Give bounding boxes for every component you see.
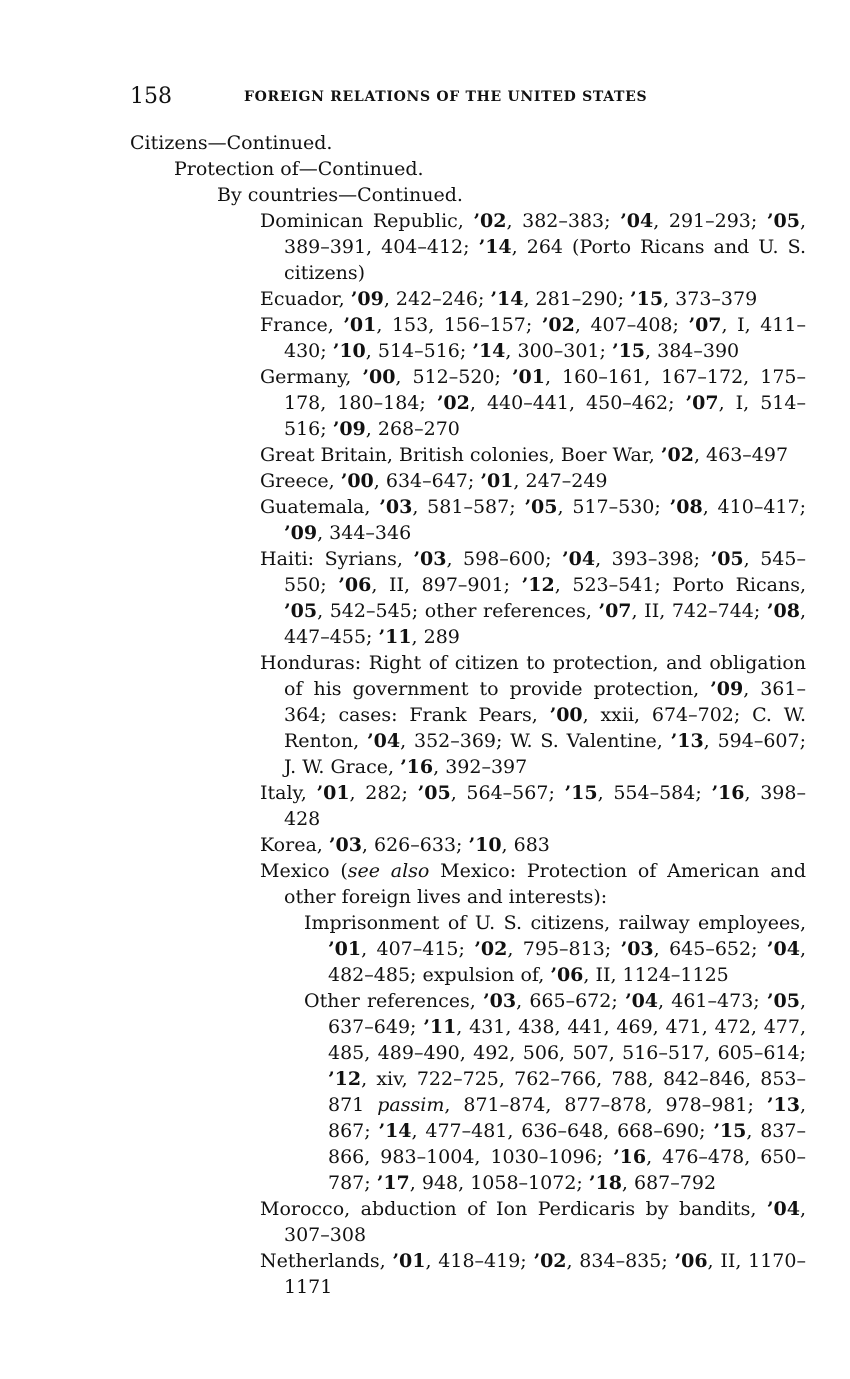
entry-text: , 598–600; [446, 548, 562, 570]
year-ref: ’03 [413, 548, 447, 570]
entry-text: , 418–419; [425, 1250, 534, 1272]
entry-text: , 948, 1058–1072; [409, 1172, 589, 1194]
entry-text: Mexico: Protection of American and other foreign lives and interests): [284, 860, 806, 908]
entry-text: , 431, 438, 441, 469, 471, 472, 477, 485, 489–490, 492, 506, 507, 516–517, 605–614; [328, 1016, 806, 1064]
entry-text: , 683 [501, 834, 550, 856]
year-ref: ’13 [670, 730, 704, 752]
entry-text: , 871–874, 877–878, 978–981; [444, 1094, 767, 1116]
entry-text: , 477–481, 636–648, 668–690; [411, 1120, 714, 1142]
year-ref: ’06 [550, 964, 584, 986]
entry-text: , 554–584; [597, 782, 712, 804]
year-ref: ’15 [630, 288, 664, 310]
entry-text: , 281–290; [523, 288, 631, 310]
entry-text: , II, 897–901; [371, 574, 522, 596]
year-ref: ’06 [674, 1250, 708, 1272]
year-ref: ’02 [541, 314, 575, 336]
entry-text: Imprisonment of U. S. citizens, railway employees, [304, 912, 806, 934]
running-title: FOREIGN RELATIONS OF THE UNITED STATES [244, 89, 648, 105]
entry-text: Citizens—Continued. [130, 132, 333, 154]
entry-text: , 153, 156–157; [376, 314, 542, 336]
year-ref: ’08 [766, 600, 800, 622]
year-ref: ’02 [436, 392, 470, 414]
entry-text: , xiv, 722–725, 762–766, 788, 842–846, 853–871 [328, 1068, 806, 1116]
year-ref: ’03 [620, 938, 654, 960]
entry-text: , I, 411–430; [284, 314, 806, 362]
index-entry [304, 910, 806, 988]
entry-text: , xxii, 674–702; C. W. Renton, [284, 704, 806, 752]
year-ref: ’11 [378, 626, 412, 648]
page-number: 158 [130, 84, 172, 109]
entry-text: Germany, [260, 366, 363, 388]
year-ref: ’15 [564, 782, 598, 804]
year-ref: ’09 [284, 522, 318, 544]
index-entry [260, 468, 806, 494]
index-entry [260, 1248, 806, 1300]
entry-text: , 440–441, 450–462; [469, 392, 686, 414]
year-ref: ’12 [328, 1068, 362, 1090]
year-ref: ’09 [710, 678, 744, 700]
year-ref: ’00 [340, 470, 374, 492]
entry-text: , 352–369; W. S. Valentine, [400, 730, 671, 752]
entry-text: , 834–835; [566, 1250, 675, 1272]
entry-text: , 482–485; expulsion of, [328, 938, 806, 986]
entry-text: , 373–379 [663, 288, 758, 310]
entry-text: , 645–652; [653, 938, 767, 960]
year-ref: ’02 [660, 444, 694, 466]
entry-text: , 407–408; [574, 314, 689, 336]
entry-text: , 514–516; [365, 340, 473, 362]
entry-text: , 542–545; other references, [317, 600, 599, 622]
page-header [130, 84, 810, 114]
entry-text: , 389–391, 404–412; [284, 210, 806, 258]
index-entry [304, 988, 806, 1196]
entry-text: , 461–473; [658, 990, 767, 1012]
entry-text: , 384–390 [645, 340, 740, 362]
year-ref: ’13 [766, 1094, 800, 1116]
year-ref: ’01 [316, 782, 350, 804]
year-ref: ’03 [483, 990, 517, 1012]
index-entry [217, 182, 806, 208]
year-ref: ’15 [611, 340, 646, 362]
index-entry [130, 130, 806, 156]
year-ref: ’04 [766, 938, 800, 960]
entry-text: Greece, [260, 470, 341, 492]
index-entry [260, 780, 806, 832]
entry-text: , 300–301; [505, 340, 612, 362]
entry-text: , 264 (Porto Ricans and U. S. citizens) [284, 236, 806, 284]
year-ref: ’14 [472, 340, 506, 362]
entry-text: Morocco, abduction of Ion Perdicaris by bandits, [260, 1198, 767, 1220]
year-ref: ’01 [328, 938, 362, 960]
year-ref: ’14 [490, 288, 524, 310]
index-entry [260, 650, 806, 780]
year-ref: ’15 [713, 1120, 747, 1142]
index-entry [260, 832, 806, 858]
index-entry [260, 364, 806, 442]
year-ref: ’07 [685, 392, 719, 414]
year-ref: ’12 [521, 574, 555, 596]
year-ref: ’01 [343, 314, 377, 336]
year-ref: ’14 [378, 1120, 412, 1142]
entry-text: , II, 742–744; [631, 600, 767, 622]
entry-text: , 282; [349, 782, 418, 804]
year-ref: ’01 [511, 366, 545, 388]
year-ref: ’05 [524, 496, 558, 518]
year-ref: ’01 [480, 470, 514, 492]
entry-text: , 268–270 [365, 418, 460, 440]
year-ref: ’02 [473, 210, 507, 232]
year-ref: ’04 [766, 1198, 800, 1220]
entry-text: , 795–813; [507, 938, 621, 960]
index-entry [174, 156, 806, 182]
year-ref: ’01 [392, 1250, 426, 1272]
year-ref: ’02 [533, 1250, 567, 1272]
entry-text: Mexico ( [260, 860, 348, 882]
index-entry [260, 546, 806, 650]
italic-text: see also [347, 860, 430, 882]
entry-text: Netherlands, [260, 1250, 393, 1272]
year-ref: ’07 [598, 600, 632, 622]
entry-text: Haiti: Syrians, [260, 548, 414, 570]
entry-text: , 289 [411, 626, 460, 648]
year-ref: ’05 [710, 548, 744, 570]
year-ref: ’00 [549, 704, 583, 726]
entry-text: , 160–161, 167–172, 175–178, 180–184; [284, 366, 806, 414]
index-entry [260, 286, 806, 312]
entry-text: Protection of—Continued. [174, 158, 424, 180]
entry-text: , 410–417; [702, 496, 806, 518]
year-ref: ’04 [620, 210, 654, 232]
entry-text: , 867; [328, 1094, 806, 1142]
year-ref: ’16 [613, 1146, 647, 1168]
year-ref: ’18 [588, 1172, 622, 1194]
entry-text: Italy, [260, 782, 317, 804]
year-ref: ’02 [474, 938, 508, 960]
entry-text: Guatemala, [260, 496, 380, 518]
entry-text: , II, 1170–1171 [284, 1250, 806, 1298]
entry-text: , 463–497 [693, 444, 789, 466]
entry-text: , 665–672; [516, 990, 625, 1012]
entry-text: , 247–249 [513, 470, 608, 492]
entry-text: , 398–428 [284, 782, 806, 830]
year-ref: ’16 [711, 782, 745, 804]
year-ref: ’04 [562, 548, 596, 570]
year-ref: ’10 [332, 340, 366, 362]
entry-text: , 523–541; Porto Ricans, [554, 574, 806, 596]
entry-text: Dominican Republic, [260, 210, 474, 232]
italic-text: passim [377, 1094, 445, 1116]
entry-text: , 382–383; [506, 210, 621, 232]
entry-text: Other references, [304, 990, 484, 1012]
year-ref: ’04 [624, 990, 659, 1012]
entry-text: , 242–246; [383, 288, 491, 310]
index-entries [130, 130, 806, 1300]
year-ref: ’17 [376, 1172, 410, 1194]
entry-text: Great Britain, British colonies, Boer War, [260, 444, 661, 466]
entry-text: , 361–364; cases: Frank Pears, [284, 678, 806, 726]
entry-text: , 687–792 [621, 1172, 717, 1194]
index-entry [260, 1196, 806, 1248]
year-ref: ’11 [423, 1016, 457, 1038]
index-entry [260, 208, 806, 286]
year-ref: ’16 [400, 756, 434, 778]
year-ref: ’14 [478, 236, 512, 258]
entry-text: , II, 1124–1125 [583, 964, 729, 986]
entry-text: , 307–308 [284, 1198, 806, 1246]
entry-text: , 512–520; [395, 366, 512, 388]
entry-text: By countries—Continued. [217, 184, 463, 206]
index-entry [260, 442, 806, 468]
year-ref: ’03 [379, 496, 413, 518]
entry-text: , 447–455; [284, 600, 807, 648]
entry-text: Ecuador, [260, 288, 351, 310]
year-ref: ’09 [332, 418, 366, 440]
entry-text: , 594–607; J. W. Grace, [284, 730, 807, 778]
year-ref: ’00 [362, 366, 396, 388]
year-ref: ’09 [350, 288, 384, 310]
entry-text: , 407–415; [361, 938, 475, 960]
year-ref: ’05 [284, 600, 318, 622]
year-ref: ’05 [417, 782, 451, 804]
entry-text: , 476–478, 650–787; [328, 1146, 806, 1194]
entry-text: , 564–567; [450, 782, 565, 804]
index-entry [260, 312, 806, 364]
year-ref: ’08 [669, 496, 703, 518]
entry-text: , 291–293; [653, 210, 767, 232]
entry-text: , 581–587; [412, 496, 525, 518]
entry-text: , 392–397 [433, 756, 528, 778]
year-ref: ’03 [328, 834, 362, 856]
entry-text: , I, 514–516; [284, 392, 806, 440]
entry-text: France, [260, 314, 344, 336]
year-ref: ’04 [367, 730, 401, 752]
year-ref: ’07 [688, 314, 722, 336]
year-ref: ’05 [766, 210, 800, 232]
entry-text: , 837–866, 983–1004, 1030–1096; [328, 1120, 806, 1168]
year-ref: ’10 [468, 834, 502, 856]
entry-text: , 393–398; [595, 548, 711, 570]
year-ref: ’05 [766, 990, 800, 1012]
year-ref: ’06 [338, 574, 372, 596]
entry-text: Honduras: Right of citizen to protection, and obligation of his government to provide protection, [260, 652, 806, 700]
index-entry [260, 494, 806, 546]
entry-text: , 517–530; [557, 496, 670, 518]
entry-text: , 545–550; [284, 548, 806, 596]
entry-text: Korea, [260, 834, 329, 856]
entry-text: , 344–346 [317, 522, 412, 544]
index-entry [260, 858, 806, 910]
entry-text: , 634–647; [373, 470, 481, 492]
entry-text: , 637–649; [328, 990, 806, 1038]
entry-text: , 626–633; [361, 834, 469, 856]
